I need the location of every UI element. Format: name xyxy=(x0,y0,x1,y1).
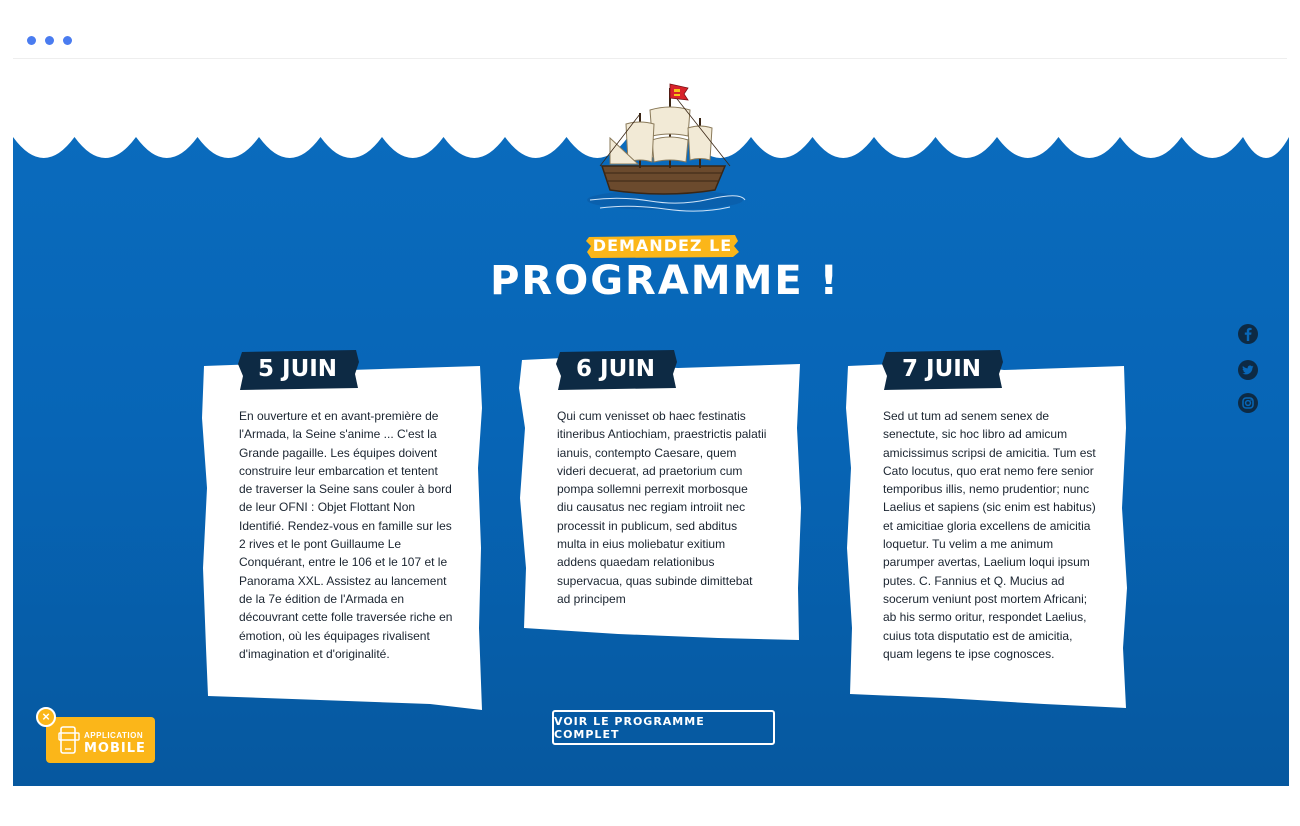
card-description: Qui cum venisset ob haec festinatis itineribus Antiochiam, praestrictis palatii ianuis, contempto Caesare, quem videri decuerat, ad praetorium cum pompa sollemni perrexit morbosque diu causatus nec regiam introiit nec processit in publicum, sed abditus multa in eius moliebatur exitium addens quaedam relationibus supervacua, quas subinde dimittebat ad principem xyxy=(557,409,767,606)
card-description: En ouverture et en avant-première de l'Armada, la Seine s'anime ... C'est la Grande pagaille. Les équipes doivent construire leur embarcation et tentent de traverser la Seine sans couler à bord de leur OFNI : Objet Flottant Non Identifié. Rendez-vous en famille sur les 2 rives et le pont Guillaume Le Conquérant, entre le 106 et le 107 et le Panorama XXL. Assistez au lancement de la 7e édition de l'Armada en découvrant cette folle traversée riche en émotion, où les équipages rivalisent d'imagination et d'originalité. xyxy=(239,409,453,661)
top-divider xyxy=(13,58,1287,59)
app-badge-line1: APPLICATION xyxy=(84,731,144,740)
full-programme-button[interactable]: VOIR LE PROGRAMME COMPLET xyxy=(552,710,775,745)
close-icon[interactable]: × xyxy=(36,707,56,727)
page-title: PROGRAMME ! xyxy=(490,258,840,304)
program-card xyxy=(844,348,1129,713)
window-dot[interactable] xyxy=(45,36,54,45)
hero-tag: DEMANDEZ LE xyxy=(592,236,733,255)
window-dot[interactable] xyxy=(63,36,72,45)
program-card xyxy=(200,348,485,713)
card-date: 5 JUIN xyxy=(258,356,338,382)
window-controls xyxy=(27,36,72,45)
card-date: 6 JUIN xyxy=(576,356,656,382)
ship-illustration xyxy=(580,78,750,218)
instagram-icon[interactable] xyxy=(1237,392,1259,414)
program-card xyxy=(518,348,803,648)
card-date: 7 JUIN xyxy=(902,356,982,382)
facebook-icon[interactable] xyxy=(1237,323,1259,345)
twitter-icon[interactable] xyxy=(1237,359,1259,381)
card-description: Sed ut tum ad senem senex de senectute, sic hoc libro ad amicum amicissimus scripsi de amicitia. Tum est Cato locutus, quo erat nemo fere senior temporibus illis, nemo prudentior; nunc Laelius et sapiens (sic enim est habitus) et amicitiae gloria excellens de amicitia loquetur. Tu velim a me animum parumper avertas, Laelium loqui ipsum putes. C. Fannius et Q. Mucius ad socerum veniunt post mortem Africani; ab his sermo oritur, respondet Laelius, cuius tota disputatio est de amicitia, quam legens te ipse cognosces. xyxy=(883,409,1096,661)
window-dot[interactable] xyxy=(27,36,36,45)
phone-icon xyxy=(57,721,81,759)
app-badge-line2: MOBILE xyxy=(84,741,146,756)
